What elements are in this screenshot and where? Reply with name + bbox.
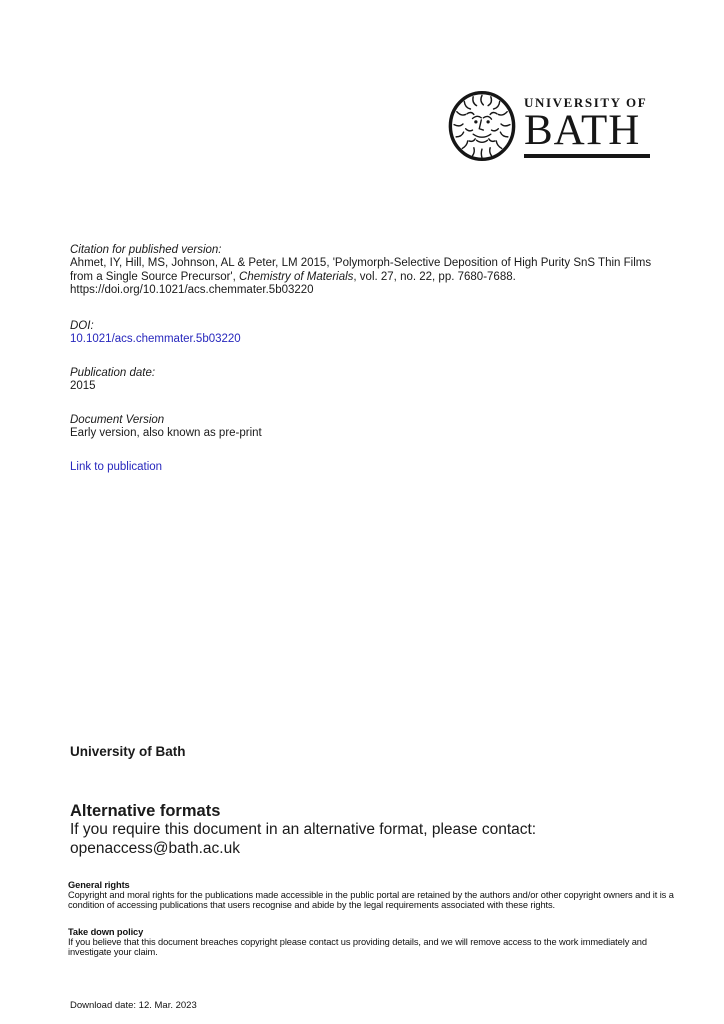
alternative-formats-section [70, 802, 670, 858]
general-rights-body: Copyright and moral rights for the publications made accessible in the public portal are retained by the authors and/or other copyright owners and it is a condition of accessing publications that users recognise and abide by the legal requirements associated with these rights. [68, 889, 674, 910]
doi-link[interactable]: 10.1021/acs.chemmater.5b03220 [70, 333, 241, 346]
doi-label: DOI: [70, 320, 94, 332]
general-rights-section [68, 881, 686, 911]
open-access-email: openaccess@bath.ac.uk [70, 839, 240, 857]
take-down-policy-section [68, 928, 686, 958]
logo-underline [524, 154, 650, 158]
logo-bath: BATH [524, 106, 641, 154]
publication-date-label: Publication date: [70, 367, 156, 379]
document-version-section [70, 414, 662, 441]
publication-link-section [70, 461, 662, 474]
download-date: Download date: 12. Mar. 2023 [70, 1000, 197, 1011]
general-rights-heading: General rights [68, 880, 130, 890]
citation-text [70, 257, 662, 284]
citation-text-after: , vol. 27, no. 22, pp. 7680-7688. [353, 270, 516, 283]
citation-journal-name: Chemistry of Materials [239, 270, 354, 283]
bath-gorgon-medallion-icon [448, 90, 516, 162]
citation-section [70, 244, 662, 298]
document-version-value: Early version, also known as pre-print [70, 427, 262, 440]
publication-date-section [70, 367, 662, 394]
institution-name: University of Bath [70, 744, 186, 759]
link-to-publication[interactable]: Link to publication [70, 461, 163, 473]
doi-section [70, 320, 662, 347]
logo-wordmark [524, 95, 652, 158]
document-version-label: Document Version [70, 414, 165, 426]
logo-university-of: UNIVERSITY OF [524, 94, 648, 110]
citation-label: Citation for published version: [70, 244, 222, 256]
citation-doi-url: https://doi.org/10.1021/acs.chemmater.5b03220 [70, 284, 314, 297]
alternative-formats-heading: Alternative formats [70, 802, 221, 820]
take-down-policy-body: If you believe that this document breaches copyright please contact us providing details, and we will remove access to the work immediately and investigate your claim. [68, 936, 647, 957]
alternative-formats-line: If you require this document in an alternative format, please contact: [70, 821, 537, 838]
publication-date-value: 2015 [70, 380, 96, 393]
university-of-bath-logo [448, 90, 652, 162]
take-down-policy-heading: Take down policy [68, 927, 144, 937]
citation-text-before: Ahmet, IY, Hill, MS, Johnson, AL & Peter, LM 2015, 'Polymorph-Selective Deposition of High Purity SnS Thin Films from a Single Source Precursor', [70, 257, 652, 283]
